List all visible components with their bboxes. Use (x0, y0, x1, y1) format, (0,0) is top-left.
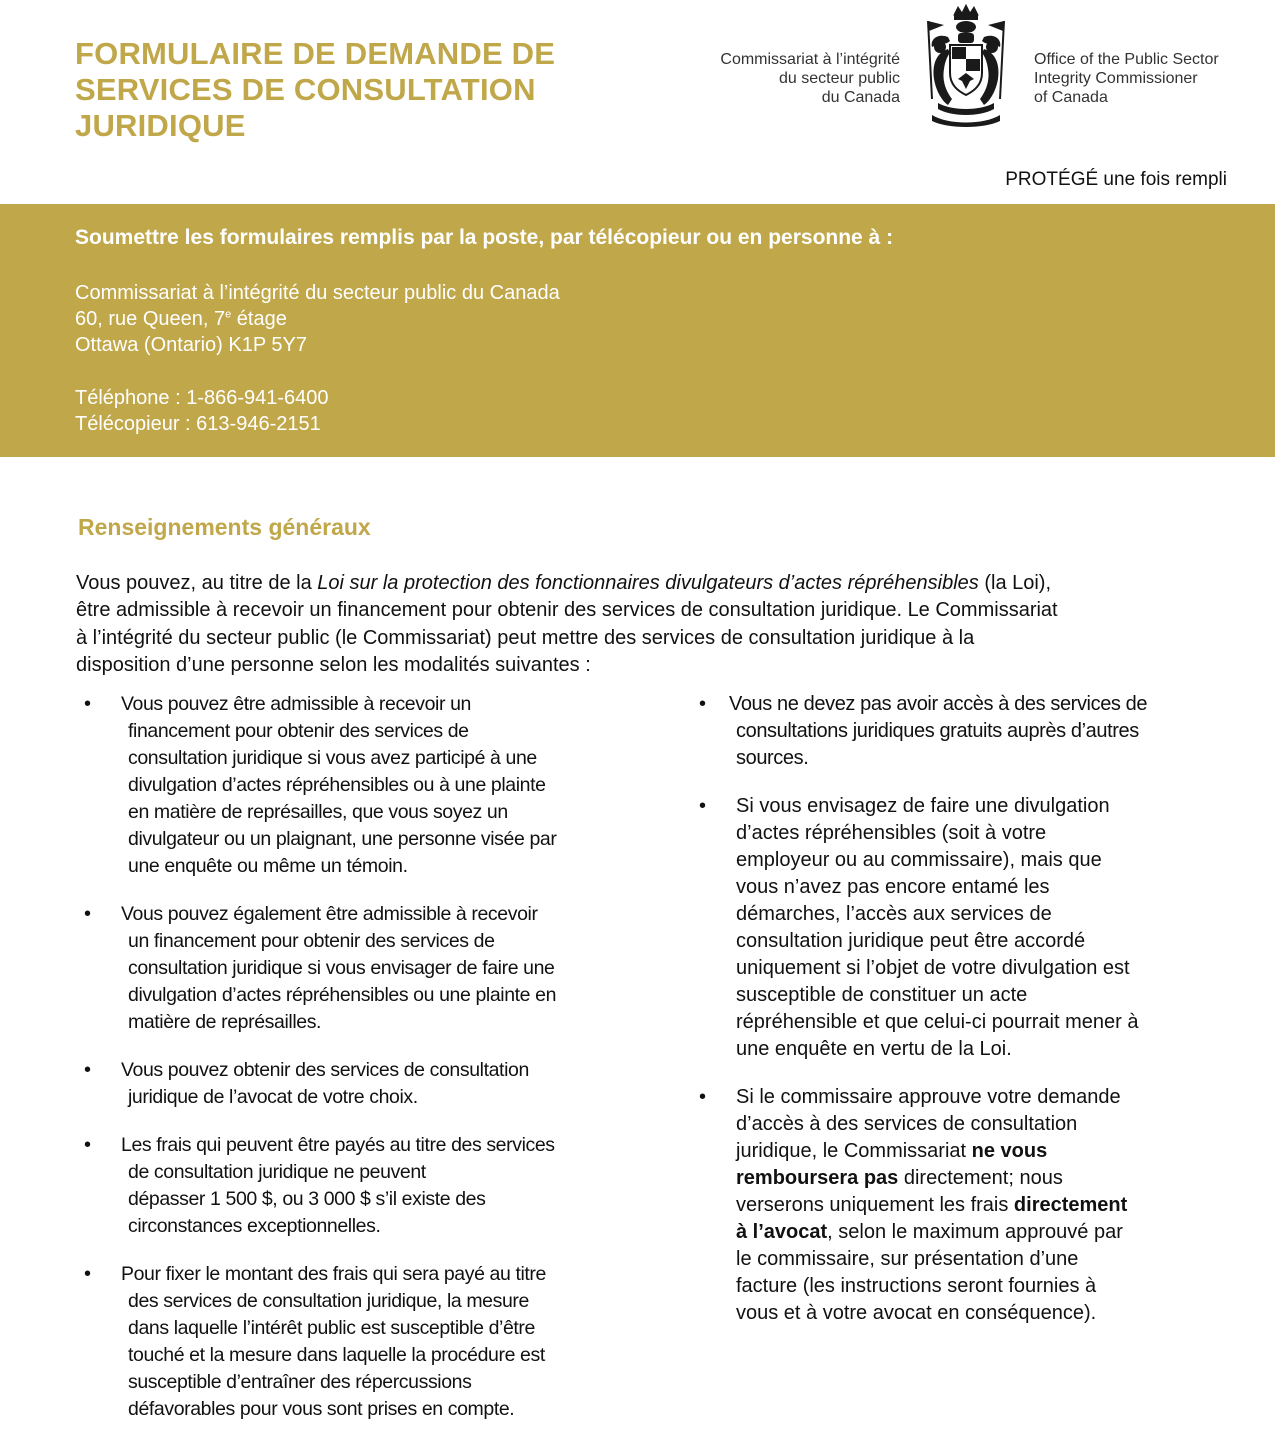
intro-line: être admissible à recevoir un financement pour obtenir des services de consultation juridique. Le Commissariat (76, 599, 1058, 622)
intro-line: Vous pouvez, au titre de la Loi sur la protection des fonctionnaires divulgateurs d’actes répréhensibles (la Loi), (76, 572, 1052, 594)
section-title-general-info: Renseignements généraux (78, 514, 371, 540)
eligibility-list-left (82, 691, 642, 1423)
address-line: Commissariat à l’intégrité du secteur public du Canada (75, 282, 560, 304)
org-en-line: Integrity Commissioner (1034, 70, 1198, 87)
form-title-line: JURIDIQUE (75, 108, 246, 143)
mailing-address (75, 280, 560, 437)
act-title: Loi sur la protection des fonctionnaires divulgateurs d’actes répréhensibles (317, 572, 979, 594)
emphasis-text: remboursera pas (736, 1167, 899, 1189)
fax-number: Télécopieur : 613-946-2151 (75, 413, 321, 435)
list-item: • Si le commissaire approuve votre demande d’accès à des services de consultation juridique, le Commissariat ne vous remboursera pas directement; nous verserons uniquement les frais directement à l’avocat, selon le maximum approuvé par le commissaire, sur présentation d’une facture (les instructions seront fournies à vous et à votre avocat en conséquence). (697, 1084, 1257, 1327)
submission-info-band (0, 204, 1275, 457)
eligibility-list-right (697, 691, 1257, 1327)
intro-paragraph (76, 570, 1216, 679)
list-item: • Les frais qui peuvent être payés au titre des services de consultation juridique ne peuvent dépasser 1 500 $, ou 3 000 $ s’il existe des circonstances exceptionnelles. (82, 1132, 642, 1240)
intro-line: disposition d’une personne selon les modalités suivantes : (76, 653, 591, 676)
canada-coat-of-arms-icon (918, 3, 1014, 127)
form-title-line: SERVICES DE CONSULTATION (75, 72, 536, 107)
protected-label: PROTÉGÉ une fois rempli (1005, 169, 1227, 190)
form-title (75, 36, 635, 144)
submission-heading: Soumettre les formulaires remplis par la poste, par télécopieur ou en personne à : (75, 226, 894, 249)
organization-name-english (1034, 50, 1274, 107)
list-item: • Vous pouvez obtenir des services de consultation juridique de l’avocat de votre choix. (82, 1057, 642, 1111)
emphasis-text: à l’avocat (736, 1221, 828, 1243)
emphasis-text: ne vous (971, 1140, 1048, 1162)
address-line: 60, rue Queen, 7e étage (75, 308, 287, 330)
phone-number: Téléphone : 1-866-941-6400 (75, 387, 329, 409)
list-item: • Pour fixer le montant des frais qui sera payé au titre des services de consultation juridique, la mesure dans laquelle l’intérêt public est susceptible d’être touché et la mesure dans laquelle la procédure est susceptible d’entraîner des répercussions défavorables pour vous sont prises en compte. (82, 1261, 642, 1423)
list-item: • Vous pouvez être admissible à recevoir un financement pour obtenir des services de consultation juridique si vous avez participé à une divulgation d’actes répréhensibles ou à une plainte en matière de représailles, que vous soyez un divulgateur ou un plaignant, une personne visée par une enquête ou même un témoin. (82, 691, 642, 880)
list-item: • Vous ne devez pas avoir accès à des services de consultations juridiques gratuits auprès d’autres sources. (697, 691, 1257, 772)
ordinal-superscript: e (225, 308, 232, 321)
organization-name-french (650, 50, 900, 107)
org-en-line: Office of the Public Sector (1034, 51, 1219, 68)
list-item: • Si vous envisagez de faire une divulgation d’actes répréhensibles (soit à votre employeur ou au commissaire), mais que vous n’avez pas encore entamé les démarches, l’accès aux services de consultation juridique peut être accordé uniquement si l’objet de votre divulgation est susceptible de constituer un acte répréhensible et que celui-ci pourrait mener à une enquête en vertu de la Loi. (697, 793, 1257, 1063)
emphasis-text: directement (1013, 1194, 1128, 1216)
list-item: • Vous pouvez également être admissible à recevoir un financement pour obtenir des services de consultation juridique si vous envisager de faire une divulgation d’actes répréhensibles ou une plainte en matière de représailles. (82, 901, 642, 1036)
org-en-line: of Canada (1034, 89, 1108, 106)
intro-line: à l’intégrité du secteur public (le Commissariat) peut mettre des services de consultation juridique à la (76, 626, 975, 649)
org-fr-line: du secteur public (779, 70, 900, 87)
address-line: Ottawa (Ontario) K1P 5Y7 (75, 334, 307, 356)
org-fr-line: Commissariat à l’intégrité (720, 51, 900, 68)
form-title-line: FORMULAIRE DE DEMANDE DE (75, 36, 556, 71)
org-fr-line: du Canada (821, 89, 900, 106)
